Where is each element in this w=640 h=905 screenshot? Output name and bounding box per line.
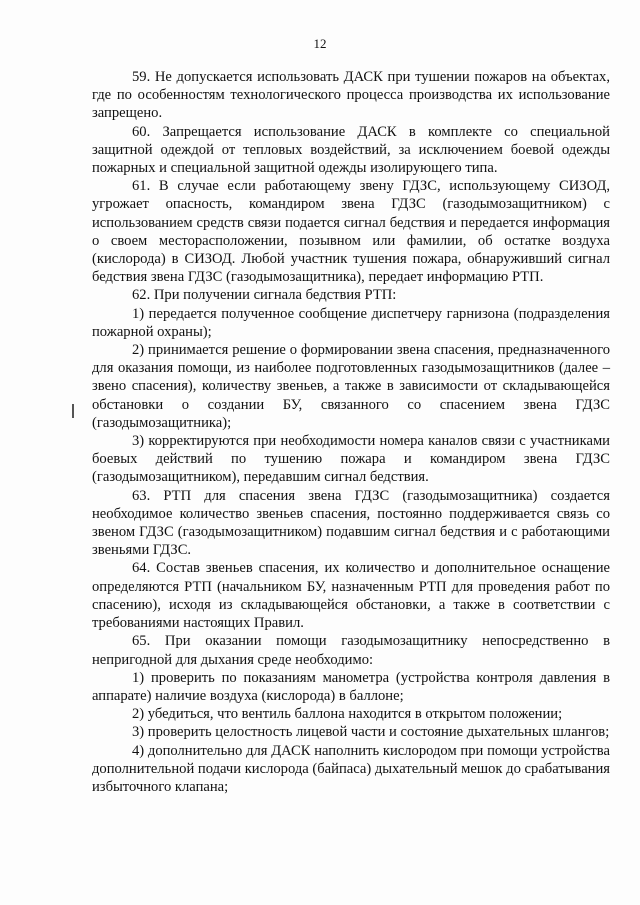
paragraph-60: 60. Запрещается использование ДАСК в комплекте со специальной защитной одеждой от тепловых воздействий, за исключением боевой одежды пожарных и специальной защитной одежды изолирующего типа.: [92, 123, 610, 177]
margin-mark: [72, 404, 74, 418]
paragraph-64: 64. Состав звеньев спасения, их количество и дополнительное оснащение определяются РТП (начальником БУ, назначенным РТП для проведения работ по спасению), исходя из складывающейся обстановки, а также в соответствии с требованиями настоящих Правил.: [92, 560, 610, 632]
paragraph-61: 61. В случае если работающему звену ГДЗС, использующему СИЗОД, угрожает опасность, командиром звена ГДЗС (газодымозащитником) с использованием средств связи подается сигнал бедствия и передается информация о своем месторасположении, позывном или фамилии, об остатке воздуха (кислорода) в СИЗОД. Любой участник тушения пожара, обнаруживший сигнал бедствия звена ГДЗС (газодымозащитника), передает информацию РТП.: [92, 178, 610, 286]
paragraph-62-item-2: 2) принимается решение о формировании звена спасения, предназначенного для оказания помощи, из наиболее подготовленных газодымозащитников (далее – звено спасения), количеству звеньев, а также в зависимости от складывающейся обстановки о создании БУ, связанного со спасением звена ГДЗС (газодымозащитника);: [92, 342, 610, 431]
paragraph-62-item-1: 1) передается полученное сообщение диспетчеру гарнизона (подразделения пожарной охраны);: [92, 305, 610, 340]
paragraph-65-item-4: 4) дополнительно для ДАСК наполнить кислородом при помощи устройства дополнительной подачи кислорода (байпаса) дыхательный мешок до срабатывания избыточного клапана;: [92, 742, 611, 795]
paragraph-65-item-1: 1) проверить по показаниям манометра (устройства контроля давления в аппарате) наличие воздуха (кислорода) в баллоне;: [92, 669, 610, 704]
paragraph-63: 63. РТП для спасения звена ГДЗС (газодымозащитника) создается необходимое количество звеньев спасения, постоянно поддерживается связь со звеном ГДЗС (газодымозащитником) подавшим сигнал бедствия и с работающими звеньями ГДЗС.: [92, 487, 610, 559]
document-body: [92, 68, 610, 796]
paragraph-65-item-2: 2) убедиться, что вентиль баллона находится в открытом положении;: [132, 706, 563, 723]
paragraph-65-item-3: 3) проверить целостность лицевой части и состояние дыхательных шлангов;: [132, 724, 610, 741]
paragraph-65: 65. При оказании помощи газодымозащитнику непосредственно в непригодной для дыхания среде необходимо:: [92, 633, 610, 668]
paragraph-62: 62. При получении сигнала бедствия РТП:: [132, 287, 397, 304]
paragraph-62-item-3: 3) корректируются при необходимости номера каналов связи с участниками боевых действий по тушению пожара и командиром звена ГДЗС (газодымозащитником), передавшим сигнал бедствия.: [92, 433, 610, 486]
page-number: 12: [313, 36, 327, 51]
paragraph-59: 59. Не допускается использовать ДАСК при тушении пожаров на объектах, где по особенностям технологического процесса производства их использование запрещено.: [92, 69, 610, 122]
